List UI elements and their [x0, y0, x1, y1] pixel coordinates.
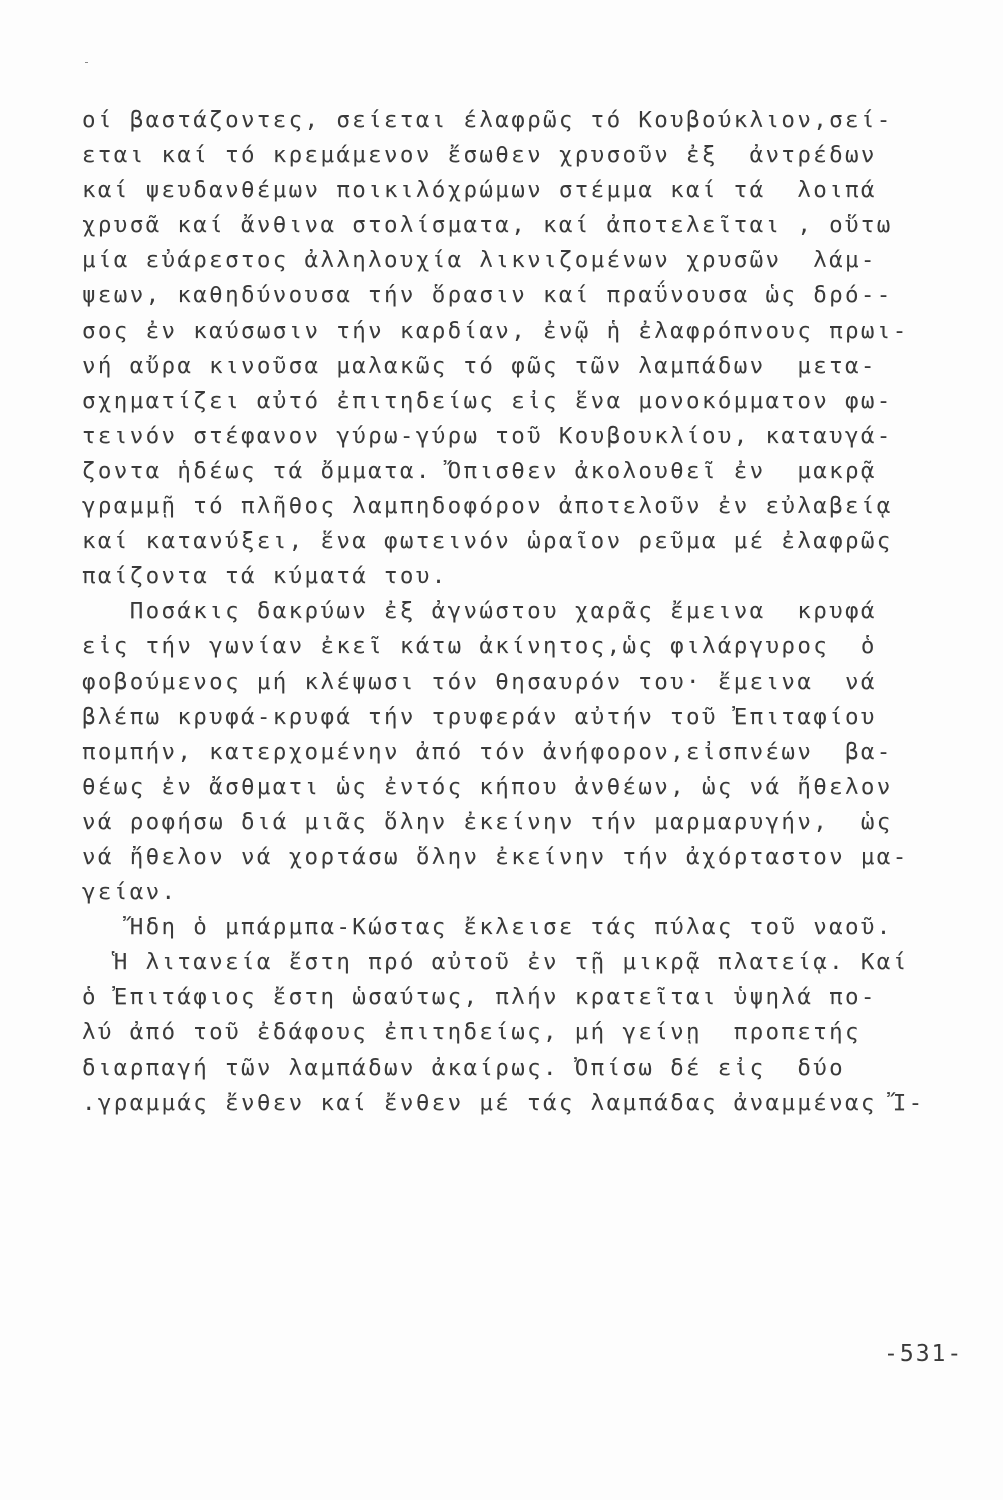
body-text — [82, 103, 967, 1121]
text-line-14: παίζοντα τά κύματά του. — [82, 563, 448, 590]
page-number: -531- — [884, 1341, 964, 1367]
text-line-4: χρυσᾶ καί ἄνθινα στολίσματα, καί ἀποτελεῖται , οὕτω — [82, 212, 893, 239]
text-line-8: νή αὔρα κινοῦσα μαλακῶς τό φῶς τῶν λαμπάδων μετα- — [82, 352, 877, 379]
text-line-16: εἰς τήν γωνίαν ἐκεῖ κάτω ἀκίνητος,ὡς φιλάργυρος ὁ — [82, 633, 877, 660]
text-line-27: λύ ἀπό τοῦ ἐδάφους ἐπιτηδείως, μή γείνῃ προπετής — [82, 1019, 861, 1046]
text-line-6: ψεων, καθηδύνουσα τήν ὅρασιν καί πραΰνουσα ὡς δρό-- — [82, 282, 893, 309]
text-line-9: σχηματίζει αὐτό ἐπιτηδείως εἰς ἕνα μονοκόμματον φω- — [82, 387, 893, 414]
scan-speck — [85, 62, 88, 63]
text-line-21: νά ροφήσω διά μιᾶς ὅλην ἐκείνην τήν μαρμαρυγήν, ὡς — [82, 808, 893, 835]
text-line-29: .γραμμάς ἔνθεν καί ἔνθεν μέ τάς λαμπάδας ἀναμμένας Ἴ- — [82, 1089, 925, 1116]
text-line-7: σος ἐν καύσωσιν τήν καρδίαν, ἐνῷ ἡ ἐλαφρόπνους πρωι- — [82, 317, 909, 344]
text-line-15: Ποσάκις δακρύων ἐξ ἀγνώστου χαρᾶς ἔμεινα κρυφά — [82, 598, 877, 625]
text-line-23: γείαν. — [82, 879, 178, 906]
text-line-11: ζοντα ἡδέως τά ὄμματα. Ὄπισθεν ἀκολουθεῖ ἐν μακρᾷ — [82, 457, 877, 484]
text-line-5: μία εὐάρεστος ἀλληλουχία λικνιζομένων χρυσῶν λάμ- — [82, 247, 877, 274]
text-line-3: καί ψευδανθέμων ποικιλόχρώμων στέμμα καί τά λοιπά — [82, 177, 877, 204]
text-line-20: θέως ἐν ἄσθματι ὡς ἐντός κήπου ἀνθέων, ὡς νά ἤθελον — [82, 773, 893, 800]
text-line-26: ὁ Ἐπιτάφιος ἔστη ὡσαύτως, πλήν κρατεῖται ὑψηλά πο- — [82, 984, 877, 1011]
text-line-28: διαρπαγή τῶν λαμπάδων ἀκαίρως. Ὀπίσω δέ εἰς δύο — [82, 1054, 846, 1081]
text-line-12: γραμμῇ τό πλῆθος λαμπηδοφόρον ἀποτελοῦν ἐν εὐλαβείᾳ — [82, 493, 893, 520]
text-line-25: Ἡ λιτανεία ἔστη πρό αὐτοῦ ἐν τῇ μικρᾷ πλατείᾳ. Καί — [82, 949, 909, 976]
text-line-10: τεινόν στέφανον γύρω-γύρω τοῦ Κουβουκλίου, καταυγά- — [82, 422, 893, 449]
text-line-1: οί βαστάζοντες, σείεται έλαφρῶς τό Κουβούκλιον,σεί- — [82, 107, 893, 133]
text-line-2: εται καί τό κρεμάμενον ἔσωθεν χρυσοῦν ἐξ ἀντρέδων — [82, 142, 877, 169]
text-line-17: φοβούμενος μή κλέψωσι τόν θησαυρόν του· ἔμεινα νά — [82, 668, 877, 695]
text-line-18: βλέπω κρυφά-κρυφά τήν τρυφεράν αὐτήν τοῦ Ἐπιταφίου — [82, 703, 877, 730]
text-line-22: νά ἤθελον νά χορτάσω ὅλην ἐκείνην τήν ἀχόρταστον μα- — [82, 843, 909, 870]
text-line-13: καί κατανύξει, ἕνα φωτεινόν ὡραῖον ρεῦμα μέ ἐλαφρῶς — [82, 528, 893, 555]
text-line-24: Ἤδη ὁ μπάρμπα-Κώστας ἔκλεισε τάς πύλας τοῦ ναοῦ. — [82, 914, 893, 941]
text-line-19: πομπήν, κατερχομένην ἀπό τόν ἀνήφορον,εἰσπνέων βα- — [82, 738, 893, 765]
